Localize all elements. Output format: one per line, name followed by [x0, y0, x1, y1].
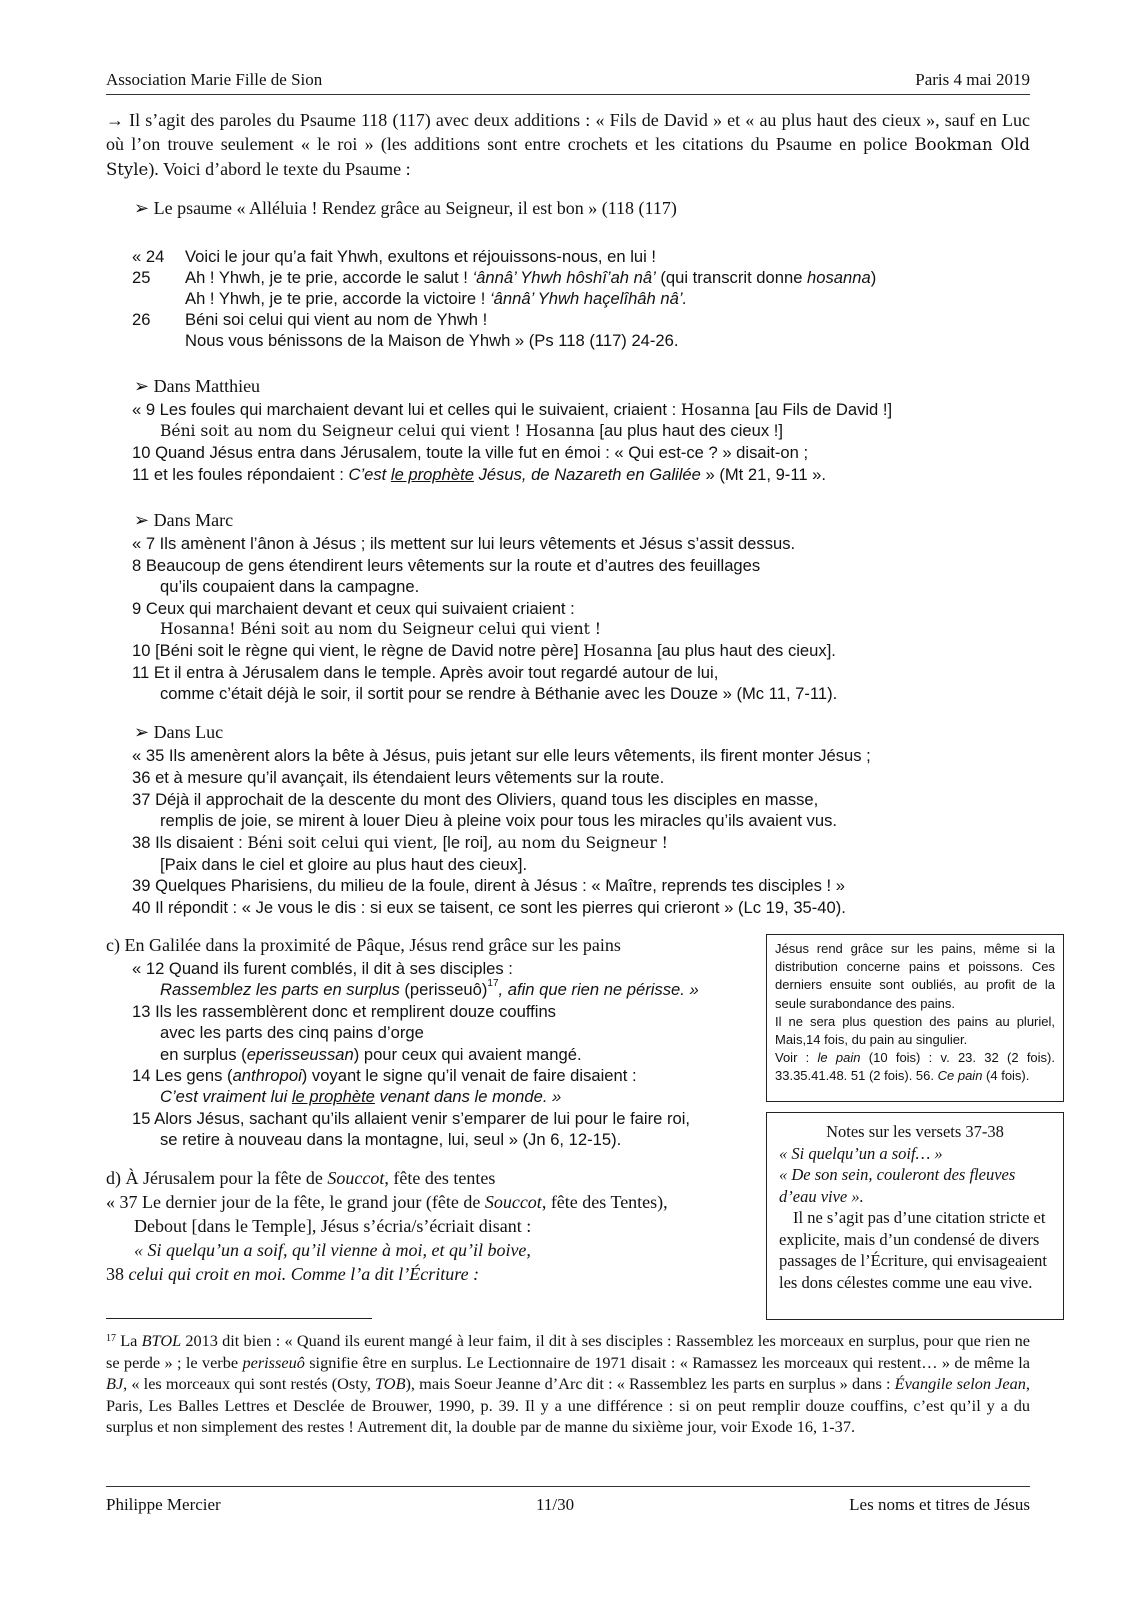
mark-line-1: « 7 Ils amènent l’ânon à Jésus ; ils mettent sur lui leurs vêtements et Jésus s’assit dessus.: [132, 534, 796, 553]
section-c-line-5: en surplus (eperisseussan) pour ceux qui avaient mangé.: [160, 1045, 582, 1064]
footer-author: Philippe Mercier: [106, 1495, 221, 1514]
header-right: Paris 4 mai 2019: [915, 70, 1030, 89]
section-c-line-6: 14 Les gens (anthropoi) voyant le signe qu’il venait de faire disaient :: [132, 1066, 637, 1085]
section-c-line-3: 13 Ils les rassemblèrent donc et remplirent douze couffins: [132, 1002, 556, 1021]
psalm-v26-num: 26: [132, 310, 151, 329]
mark-line-7: 11 Et il entra à Jérusalem dans le temple. Après avoir tout regardé autour de lui,: [132, 663, 719, 682]
psalm-heading: ➢ Le psaume « Alléluia ! Rendez grâce au Seigneur, il est bon » (118 (117): [134, 198, 677, 218]
footer-title: Les noms et titres de Jésus: [849, 1495, 1030, 1514]
page-footer: [106, 1486, 1030, 1517]
footnote-ref: 17: [487, 978, 499, 989]
section-d-line-3: « Si quelqu’un a soif, qu’il vienne à moi, et qu’il boive,: [134, 1240, 531, 1260]
section-c-heading: c) En Galilée dans la proximité de Pâque, Jésus rend grâce sur les pains: [106, 935, 621, 955]
luke-line-2: 36 et à mesure qu’il avançait, ils étendaient leurs vêtements sur la route.: [132, 768, 665, 787]
section-d-heading: d) À Jérusalem pour la fête de Souccot, fête des tentes: [106, 1168, 496, 1188]
mark-line-4: 9 Ceux qui marchaient devant et ceux qui suivaient criaient :: [132, 599, 575, 618]
psalm-v25-num: 25: [132, 268, 151, 287]
font-name: Bookman Old Style: [106, 135, 1030, 179]
matthew-line-2: Béni soit au nom du Seigneur celui qui vient ! Hosanna [au plus haut des cieux !]: [160, 421, 783, 440]
matthew-line-4: 11 et les foules répondaient : C’est le prophète Jésus, de Nazareth en Galilée » (Mt 21, 9-11 ».: [132, 465, 827, 484]
section-c-line-2: Rassemblez les parts en surplus (perisseuô)$^{17}$, afin que rien ne périsse. »: [160, 978, 699, 999]
intro-paragraph: → Il s’agit des paroles du Psaume 118 (117) avec deux additions : « Fils de David » et « au plus haut des cieux », sauf en Luc où l’on trouve seulement « le roi » (les additions sont entre crochets et les citations du Psaume en police Bookman Old Style). Voici d’abord le texte du Psaume :: [106, 110, 1031, 179]
luke-line-6: [Paix dans le ciel et gloire au plus haut des cieux].: [160, 855, 528, 874]
footnote-17: $^{17}$ La BTOL 2013 dit bien : « Quand ils eurent mangé à leur faim, il dit à ses disciples : Rassemblez les morceaux en surplus, pour que rien ne se perde » ; le verbe perisseuô signifie être en surplus. Le Lectionnaire de 1971 disait : « Ramassez les morceaux qui restent… » de même la BJ, « les morceaux qui sont restés (Osty, TOB), mais Soeur Jeanne d’Arc dit : « Rassemblez les parts en surplus » dans : Évangile selon Jean, Paris, Les Balles Lettres et Desclée de Brouwer, 1990, p. 39. Il y a une différence : si on peut remplir douze couffins, c’est qu’il y a du surplus et non simplement des restes ! Autrement dit, la double par de manne du sixième jour, voir Exode 16, 1-37.: [106, 1331, 1031, 1437]
mark-line-8: comme c’était déjà le soir, il sortit pour se rendre à Béthanie avec les Douze » (Mc 11, 7-11).: [160, 684, 838, 703]
luke-line-7: 39 Quelques Pharisiens, du milieu de la foule, dirent à Jésus : « Maître, reprends tes disciples ! »: [132, 876, 845, 895]
section-c-line-8: 15 Alors Jésus, sachant qu’ils allaient venir s’emparer de lui pour le faire roi,: [132, 1109, 691, 1128]
footnote-rule: [106, 1318, 372, 1319]
matthew-line-1: « 9 Les foules qui marchaient devant lui et celles qui le suivaient, criaient : Hosanna [au Fils de David !]: [132, 400, 893, 419]
page-number: 11/30: [536, 1495, 575, 1514]
mark-line-6: 10 [Béni soit le règne qui vient, le règne de David notre père] Hosanna [au plus haut des cieux].: [132, 641, 836, 660]
matthew-heading: ➢ Dans Matthieu: [134, 376, 261, 396]
section-c-line-1: « 12 Quand ils furent comblés, il dit à ses disciples :: [132, 959, 513, 978]
header-left: Association Marie Fille de Sion: [106, 70, 323, 89]
section-c-line-9: se retire à nouveau dans la montagne, lui, seul » (Jn 6, 12-15).: [160, 1130, 622, 1149]
luke-line-5: 38 Ils disaient : Béni soit celui qui vient, [le roi], au nom du Seigneur !: [132, 833, 668, 852]
luke-line-4: remplis de joie, se mirent à louer Dieu à pleine voix pour tous les miracles qu’ils avaient vus.: [160, 811, 837, 830]
arrow-icon: →: [106, 110, 124, 130]
luke-line-3: 37 Déjà il approchait de la descente du mont des Oliviers, quand tous les disciples en masse,: [132, 790, 819, 809]
psalm-v25b: Ah ! Yhwh, je te prie, accorde la victoire ! ‘ânnâ’ Yhwh haçelîhâh nâ’.: [185, 289, 688, 308]
page-header: [106, 70, 1030, 95]
mark-line-3: qu’ils coupaient dans la campagne.: [160, 577, 420, 596]
mark-line-5: Hosanna! Béni soit au nom du Seigneur celui qui vient !: [160, 620, 602, 638]
psalm-v24-num: « 24: [132, 247, 165, 266]
luke-line-8: 40 Il répondit : « Je vous le dis : si eux se taisent, ce sont les pierres qui crieront » (Lc 19, 35-40).: [132, 898, 846, 917]
section-d-line-4: 38 celui qui croit en moi. Comme l’a dit l’Écriture :: [106, 1264, 480, 1284]
matthew-line-3: 10 Quand Jésus entra dans Jérusalem, toute la ville fut en émoi : « Qui est-ce ? » disait-on ;: [132, 443, 809, 462]
side-note-pains: Jésus rend grâce sur les pains, même si la distribution concerne pains et poissons. Ces derniers ensuite sont oubliés, au profit de la seule surabondance des pains. Il ne sera plus question des pains au pluriel, Mais,14 fois, du pain au singulier. Voir : le pain (10 fois) : v. 23. 32 (2 fois). 33.35.41.48. 51 (2 fois). 56. Ce pain (4 fois).: [766, 934, 1064, 1102]
mark-line-2: 8 Beaucoup de gens étendirent leurs vêtements sur la route et d’autres des feuillages: [132, 556, 761, 575]
side-note-versets: Notes sur les versets 37-38 « Si quelqu’un a soif… » « De son sein, couleront des fleuves d’eau vive ». Il ne s’agit pas d’une citation stricte et explicite, mais d’un condensé de divers passages de l’Écriture, qui envisageaient les dons célestes comme une eau vive.: [766, 1112, 1064, 1320]
section-d-line-1: « 37 Le dernier jour de la fête, le grand jour (fête de Souccot, fête des Tentes),: [106, 1192, 668, 1212]
psalm-v24: Voici le jour qu’a fait Yhwh, exultons et réjouissons-nous, en lui !: [185, 247, 657, 266]
psalm-v26a: Béni soi celui qui vient au nom de Yhwh !: [185, 310, 488, 329]
section-c-line-7: C’est vraiment lui le prophète venant dans le monde. »: [160, 1087, 562, 1106]
luke-line-1: « 35 Ils amenèrent alors la bête à Jésus, puis jetant sur elle leurs vêtements, ils firent monter Jésus ;: [132, 746, 871, 765]
luke-heading: ➢ Dans Luc: [134, 722, 224, 742]
section-c-line-4: avec les parts des cinq pains d’orge: [160, 1023, 424, 1042]
section-d-line-2: Debout [dans le Temple], Jésus s’écria/s’écriait disant :: [134, 1216, 532, 1236]
psalm-v26b: Nous vous bénissons de la Maison de Yhwh » (Ps 118 (117) 24-26.: [185, 331, 679, 350]
mark-heading: ➢ Dans Marc: [134, 510, 234, 530]
side-note-title: Notes sur les versets 37-38: [826, 1122, 1004, 1141]
psalm-v25a: Ah ! Yhwh, je te prie, accorde le salut ! ‘ânnâ’ Yhwh hôshî’ah nâ’ (qui transcrit donne hosanna): [185, 268, 877, 287]
